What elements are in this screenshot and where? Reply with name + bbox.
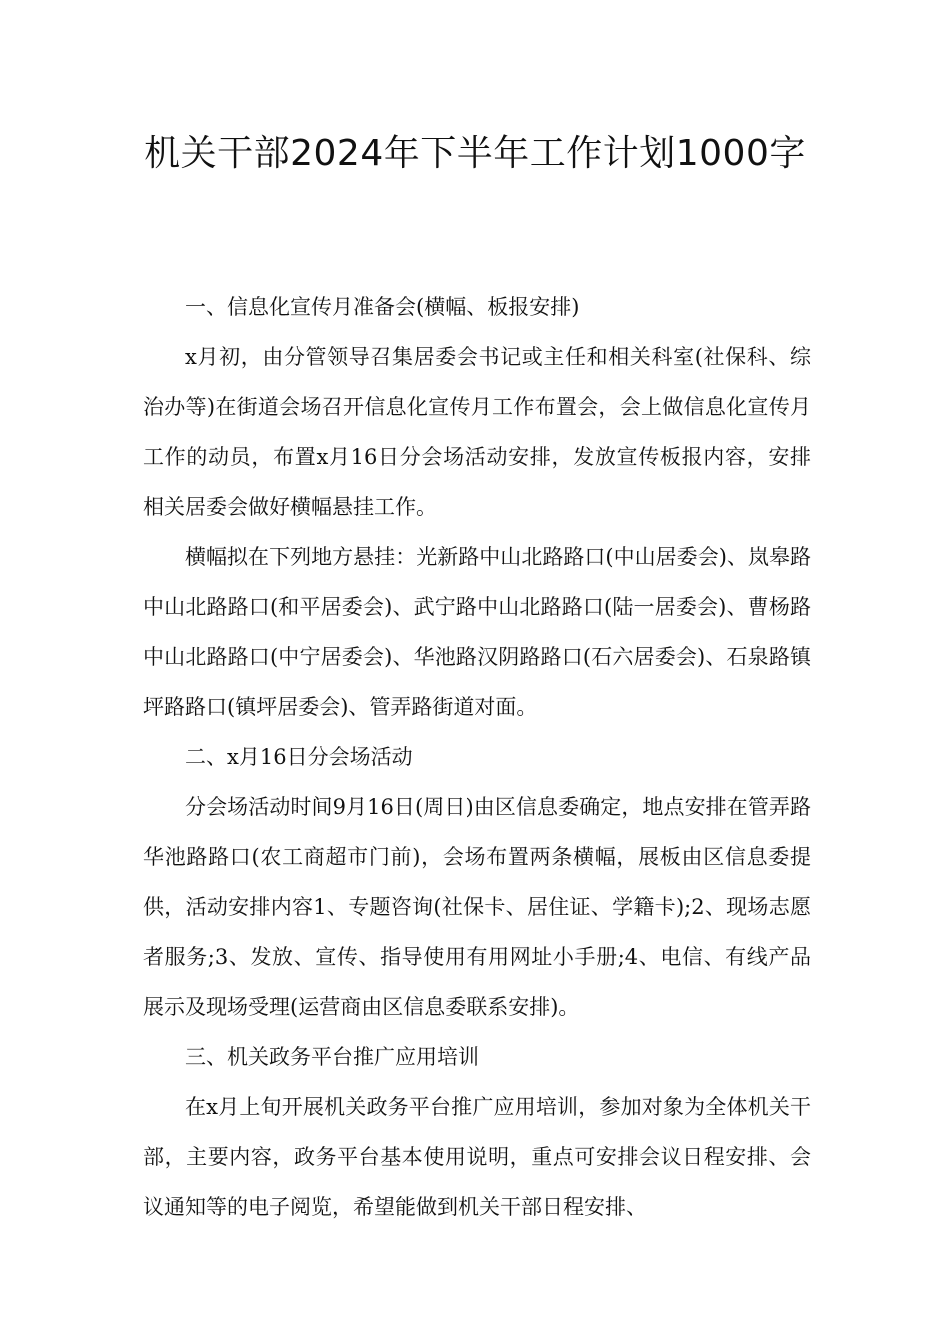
section-heading-2: 二、x月16日分会场活动 bbox=[185, 745, 413, 769]
paragraph: 在x月上旬开展机关政务平台推广应用培训，参加对象为全体机关干部，主要内容，政务平台基本使用说明，重点可安排会议日程安排、会议通知等的电子阅览，希望能做到机关干部日程安排、 bbox=[143, 1095, 811, 1219]
paragraph: 横幅拟在下列地方悬挂：光新路中山北路路口(中山居委会)、岚皋路中山北路路口(和平居委会)、武宁路中山北路路口(陆一居委会)、曹杨路中山北路路口(中宁居委会)、华池路汉阴路路口(石六居委会)、石泉路镇坪路路口(镇坪居委会)、管弄路街道对面。 bbox=[143, 545, 811, 719]
paragraph: 分会场活动时间9月16日(周日)由区信息委确定，地点安排在管弄路华池路路口(农工商超市门前)，会场布置两条横幅，展板由区信息委提供，活动安排内容1、专题咨询(社保卡、居住证、学籍卡);2、现场志愿者服务;3、发放、宣传、指导使用有用网址小手册;4、电信、有线产品展示及现场受理(运营商由区信息委联系安排)。 bbox=[143, 795, 811, 1019]
document-title: 机关干部2024年下半年工作计划1000字 bbox=[144, 133, 806, 174]
section-heading-3: 三、机关政务平台推广应用培训 bbox=[185, 1045, 479, 1069]
document-body bbox=[143, 282, 811, 1232]
paragraph: x月初，由分管领导召集居委会书记或主任和相关科室(社保科、综治办等)在街道会场召开信息化宣传月工作布置会，会上做信息化宣传月工作的动员，布置x月16日分会场活动安排，发放宣传板报内容，安排相关居委会做好横幅悬挂工作。 bbox=[143, 345, 811, 519]
section-heading-1: 一、信息化宣传月准备会(横幅、板报安排) bbox=[185, 295, 580, 319]
